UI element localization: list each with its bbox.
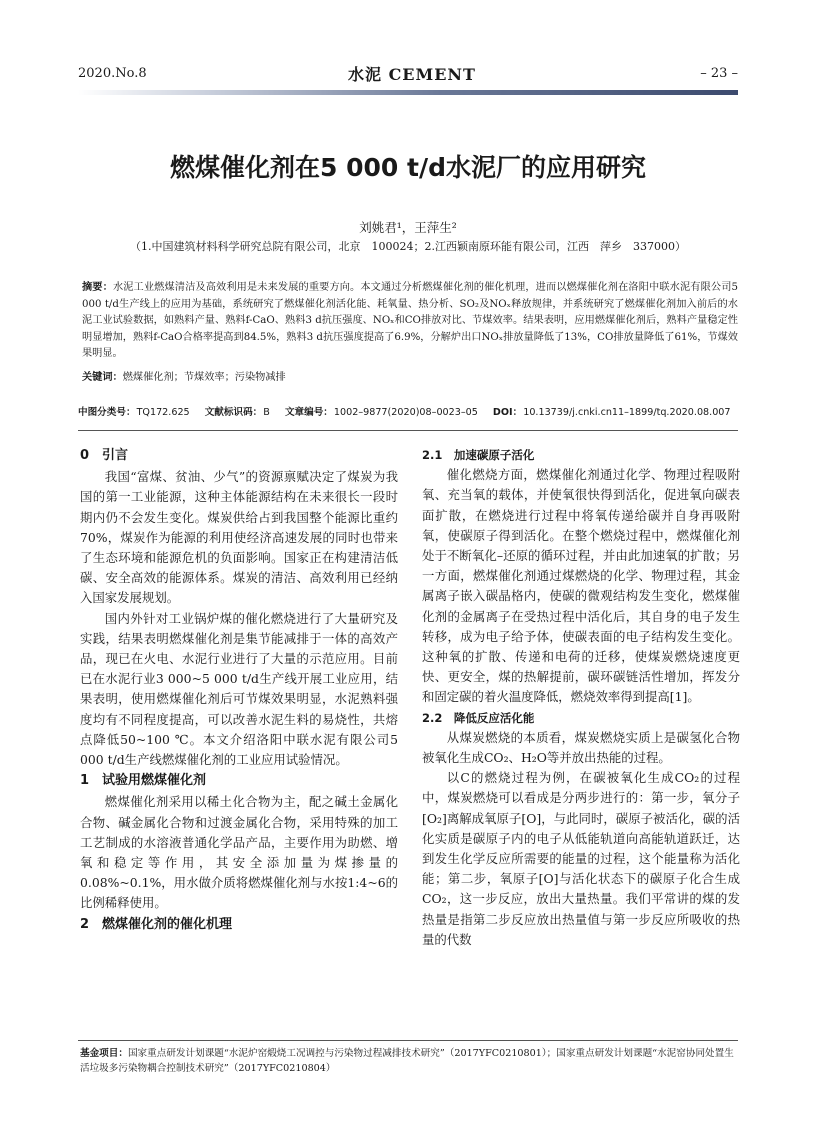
subsection-heading-2-1: 2.1 加速碳原子活化 <box>422 448 535 462</box>
article-number-value: 1002–9877(2020)08–0023–05 <box>333 407 478 418</box>
abstract-text: 水泥工业燃煤清洁及高效利用是未来发展的重要方向。本文通过分析燃煤催化剂的催化机理，进而以燃煤催化剂在洛阳中联水泥有限公司5 000 t/d生产线上的应用为基础，系统研究了燃煤催化剂活化能、耗氧量、热分析、SO₂及NOₓ释放规律，并系统研究了燃煤催化剂加入前后的水泥工业试验数据，如熟料产量、熟料f-CaO、熟料3 d抗压强度、NOₓ和CO排放对比、节煤效率。结果表明，应用燃煤催化剂后，熟料产量稳定性明显增加，熟料f-CaO合格率提高到84.5%，熟料3 d抗压强度提高了6.9%，分解炉出口NOₓ排放量降低了13%，CO排放量降低了61%，节煤效果明显。 <box>82 282 738 359</box>
issue-label: 2020.No.8 <box>78 66 147 81</box>
abstract <box>82 280 738 363</box>
footnote-divider <box>78 1040 738 1041</box>
paragraph: 燃煤催化剂采用以稀土化合物为主，配之碱土金属化合物、碱金属化合物和过渡金属化合物，采用特殊的加工工艺制成的水溶液普通化学品产品，主要作用为助燃、增氧和稳定等作用，其安全添加量为煤掺量的0.08%~0.1%，用水做介质将燃煤催化剂与水按1:4~6的比例稀释使用。 <box>80 794 398 911</box>
funding-footnote <box>80 1046 738 1076</box>
keywords-label: 关键词： <box>82 372 123 383</box>
subsection-heading-2-2: 2.2 降低反应活化能 <box>422 710 535 725</box>
doc-code-value: B <box>263 407 270 418</box>
classification-line <box>78 404 758 418</box>
journal-logo: 水泥 CEMENT <box>348 65 476 84</box>
page-number: – 23 – <box>700 66 738 81</box>
doi-value: 10.13739/j.cnki.cn11–1899/tq.2020.08.007 <box>523 407 731 418</box>
section-heading-2: 2 燃煤催化剂的催化机理 <box>80 916 233 932</box>
doc-code-label: 文献标识码： <box>204 407 263 418</box>
section-heading-1: 1 试验用燃煤催化剂 <box>80 773 207 789</box>
footnote-text: 国家重点研发计划课题“水泥炉窑煅烧工况调控与污染物过程减排技术研究”（2017YFC0210801）；国家重点研发计划课题“水泥窑协同处置生活垃圾多污染物耦合控制技术研究”（2017YFC0210804） <box>80 1048 734 1074</box>
keywords-text: 燃煤催化剂；节煤效率；污染物减排 <box>122 372 286 383</box>
clc-label: 中图分类号： <box>78 407 136 418</box>
left-column <box>80 445 398 936</box>
abstract-label: 摘要： <box>82 282 113 293</box>
running-header <box>78 62 738 86</box>
paragraph: 催化燃烧方面，燃煤催化剂通过化学、物理过程吸附氧、充当氧的载体，并使氧很快得到活化，促进氧向碳表面扩散，在燃烧进行过程中将氧传递给碳并自身再吸附氧，使碳原子得到活化。在整个燃烧过程中，燃煤催化剂处于不断氧化–还原的循环过程，并由此加速氧的扩散；另一方面，燃煤催化剂通过煤燃烧的化学、物理过程，其金属离子嵌入碳晶格内，使碳的微观结构发生变化，燃煤催化剂的金属离子在受热过程中活化后，其自身的电子发生转移，成为电子给予体，使碳表面的电子结构发生变化。这种氧的扩散、传递和电荷的迁移，使煤炭燃烧速度更快、更安全，煤的热解提前，碳环碳链活性增加，挥发分和固定碳的着火温度降低，燃烧效率得到提高[1]。 <box>422 467 740 705</box>
paragraph: 我国“富煤、贫油、少气”的资源禀赋决定了煤炭为我国的第一工业能源，这种主体能源结构在未来很长一段时期内仍不会发生变化。煤炭供给占到我国整个能源比重约70%，煤炭作为能源的利用使经济高速发展的同时也带来了生态环境和能源危机的负面影响。国家正在构建清洁低碳、安全高效的能源体系。煤炭的清洁、高效利用已经纳入国家发展规划。 <box>80 469 398 606</box>
footnote-label: 基金项目： <box>80 1048 128 1059</box>
paragraph: 国内外针对工业锅炉煤的催化燃烧进行了大量研究及实践，结果表明燃煤催化剂是集节能减排于一体的高效产品，现已在火电、水泥行业进行了大量的示范应用。目前已在水泥行业3 000~5 000 t/d生产线开展工业应用，结果表明，使用燃煤催化剂后可节煤效果明显，水泥熟料强度均有不同程度提高，可以改善水泥生料的易烧性，共熔点降低50~100 ℃。本文介绍洛阳中联水泥有限公司5 000 t/d生产线燃煤催化剂的工业应用试验情况。 <box>80 610 398 768</box>
section-heading-0: 0 引言 <box>80 448 129 463</box>
keywords <box>82 370 738 386</box>
doi-label: DOI： <box>492 407 523 418</box>
paper-title: 燃煤催化剂在5 000 t/d水泥厂的应用研究 <box>170 153 646 182</box>
right-column <box>422 445 740 950</box>
affiliation: （1.中国建筑材料科学研究总院有限公司，北京 100024；2.江西颖南原环能有限公司，江西 萍乡 337000） <box>130 240 686 253</box>
paragraph: 以C的燃烧过程为例，在碳被氧化生成CO₂的过程中，煤炭燃烧可以看成是分两步进行的：第一步，氧分子[O₂]离解成氧原子[O]，与此同时，碳原子被活化，碳的活化实质是碳原子内的电子从低能轨道向高能轨道跃迁，达到发生化学反应所需要的能量的过程，这个能量称为活化能；第二步，氧原子[O]与活化状态下的碳原子化合生成CO₂，这一步反应，放出大量热量。我们平常讲的煤的发热量是指第二步反应放出热量值与第一步反应所吸收的热量的代数 <box>422 770 740 947</box>
authors: 刘姚君¹，王萍生² <box>359 220 457 235</box>
divider <box>78 430 738 431</box>
clc-value: TQ172.625 <box>136 407 190 418</box>
paragraph: 从煤炭燃烧的本质看，煤炭燃烧实质上是碳氢化合物被氧化生成CO₂、H₂O等并放出热能的过程。 <box>422 729 740 766</box>
header-bar <box>78 90 738 95</box>
article-number-label: 文章编号： <box>284 407 333 418</box>
